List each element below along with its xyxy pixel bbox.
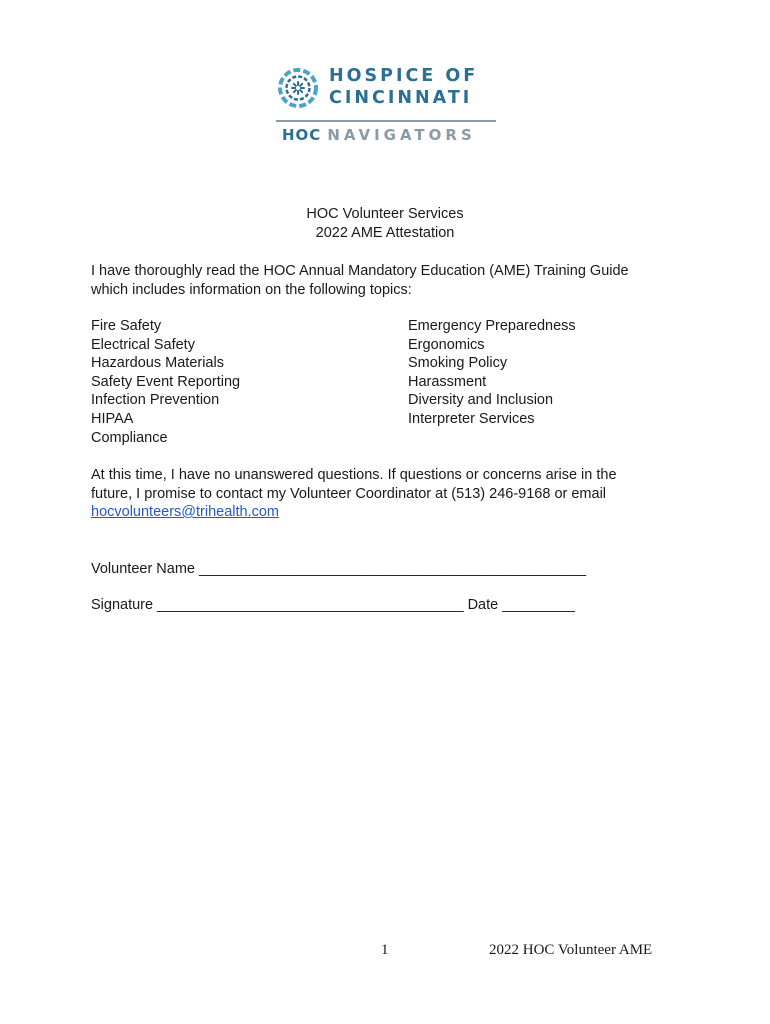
logo-subtitle-hoc: HOC	[282, 126, 322, 144]
topic-item: Emergency Preparedness	[408, 318, 576, 334]
topic-item: HIPAA	[91, 410, 134, 427]
topic-item: Safety Event Reporting	[91, 373, 241, 390]
heading-line2: 2022 AME Attestation	[315, 225, 455, 241]
topic-item: Ergonomics	[408, 336, 485, 353]
hospice-logo	[276, 66, 498, 150]
intro-paragraph	[91, 262, 629, 299]
topic-item: Smoking Policy	[408, 355, 508, 372]
logo-text-line2: CINCINNATI	[329, 88, 473, 108]
logo-subtitle	[282, 126, 476, 144]
volunteer-name-field[interactable]: Volunteer Name ________________________________________________	[91, 561, 587, 577]
topics-right-column	[408, 317, 576, 429]
topic-item: Compliance	[91, 429, 168, 446]
topic-item: Interpreter Services	[408, 410, 535, 427]
heading-line1: HOC Volunteer Services	[306, 206, 464, 222]
closing-paragraph	[91, 466, 617, 522]
topic-item: Diversity and Inclusion	[408, 392, 554, 409]
topics-left-column	[91, 317, 240, 447]
intro-line2: which includes information on the following topics:	[91, 281, 412, 298]
logo-subtitle-navigators: NAVIGATORS	[327, 126, 476, 144]
starburst-circle-logo-icon	[276, 66, 320, 110]
closing-line2: future, I promise to contact my Volunteer Coordinator at (513) 246-9168 or email	[91, 485, 607, 502]
footer-doc-label: 2022 HOC Volunteer AME	[489, 942, 653, 958]
logo-divider	[276, 120, 496, 122]
topic-item: Harassment	[408, 373, 487, 390]
topic-item: Fire Safety	[91, 318, 162, 334]
topic-item: Infection Prevention	[91, 392, 220, 409]
page-number: 1	[381, 942, 389, 958]
logo-text-line1: HOSPICE OF	[329, 66, 479, 86]
document-heading	[0, 205, 770, 243]
signature-date-field[interactable]: Signature ______________________________________ Date _________	[91, 597, 575, 613]
topic-item: Electrical Safety	[91, 336, 195, 353]
closing-line1: At this time, I have no unanswered questions. If questions or concerns arise in the	[91, 467, 617, 483]
intro-line1: I have thoroughly read the HOC Annual Mandatory Education (AME) Training Guide	[91, 263, 629, 279]
email-link[interactable]: hocvolunteers@trihealth.com	[91, 504, 280, 520]
topic-item: Hazardous Materials	[91, 355, 224, 372]
